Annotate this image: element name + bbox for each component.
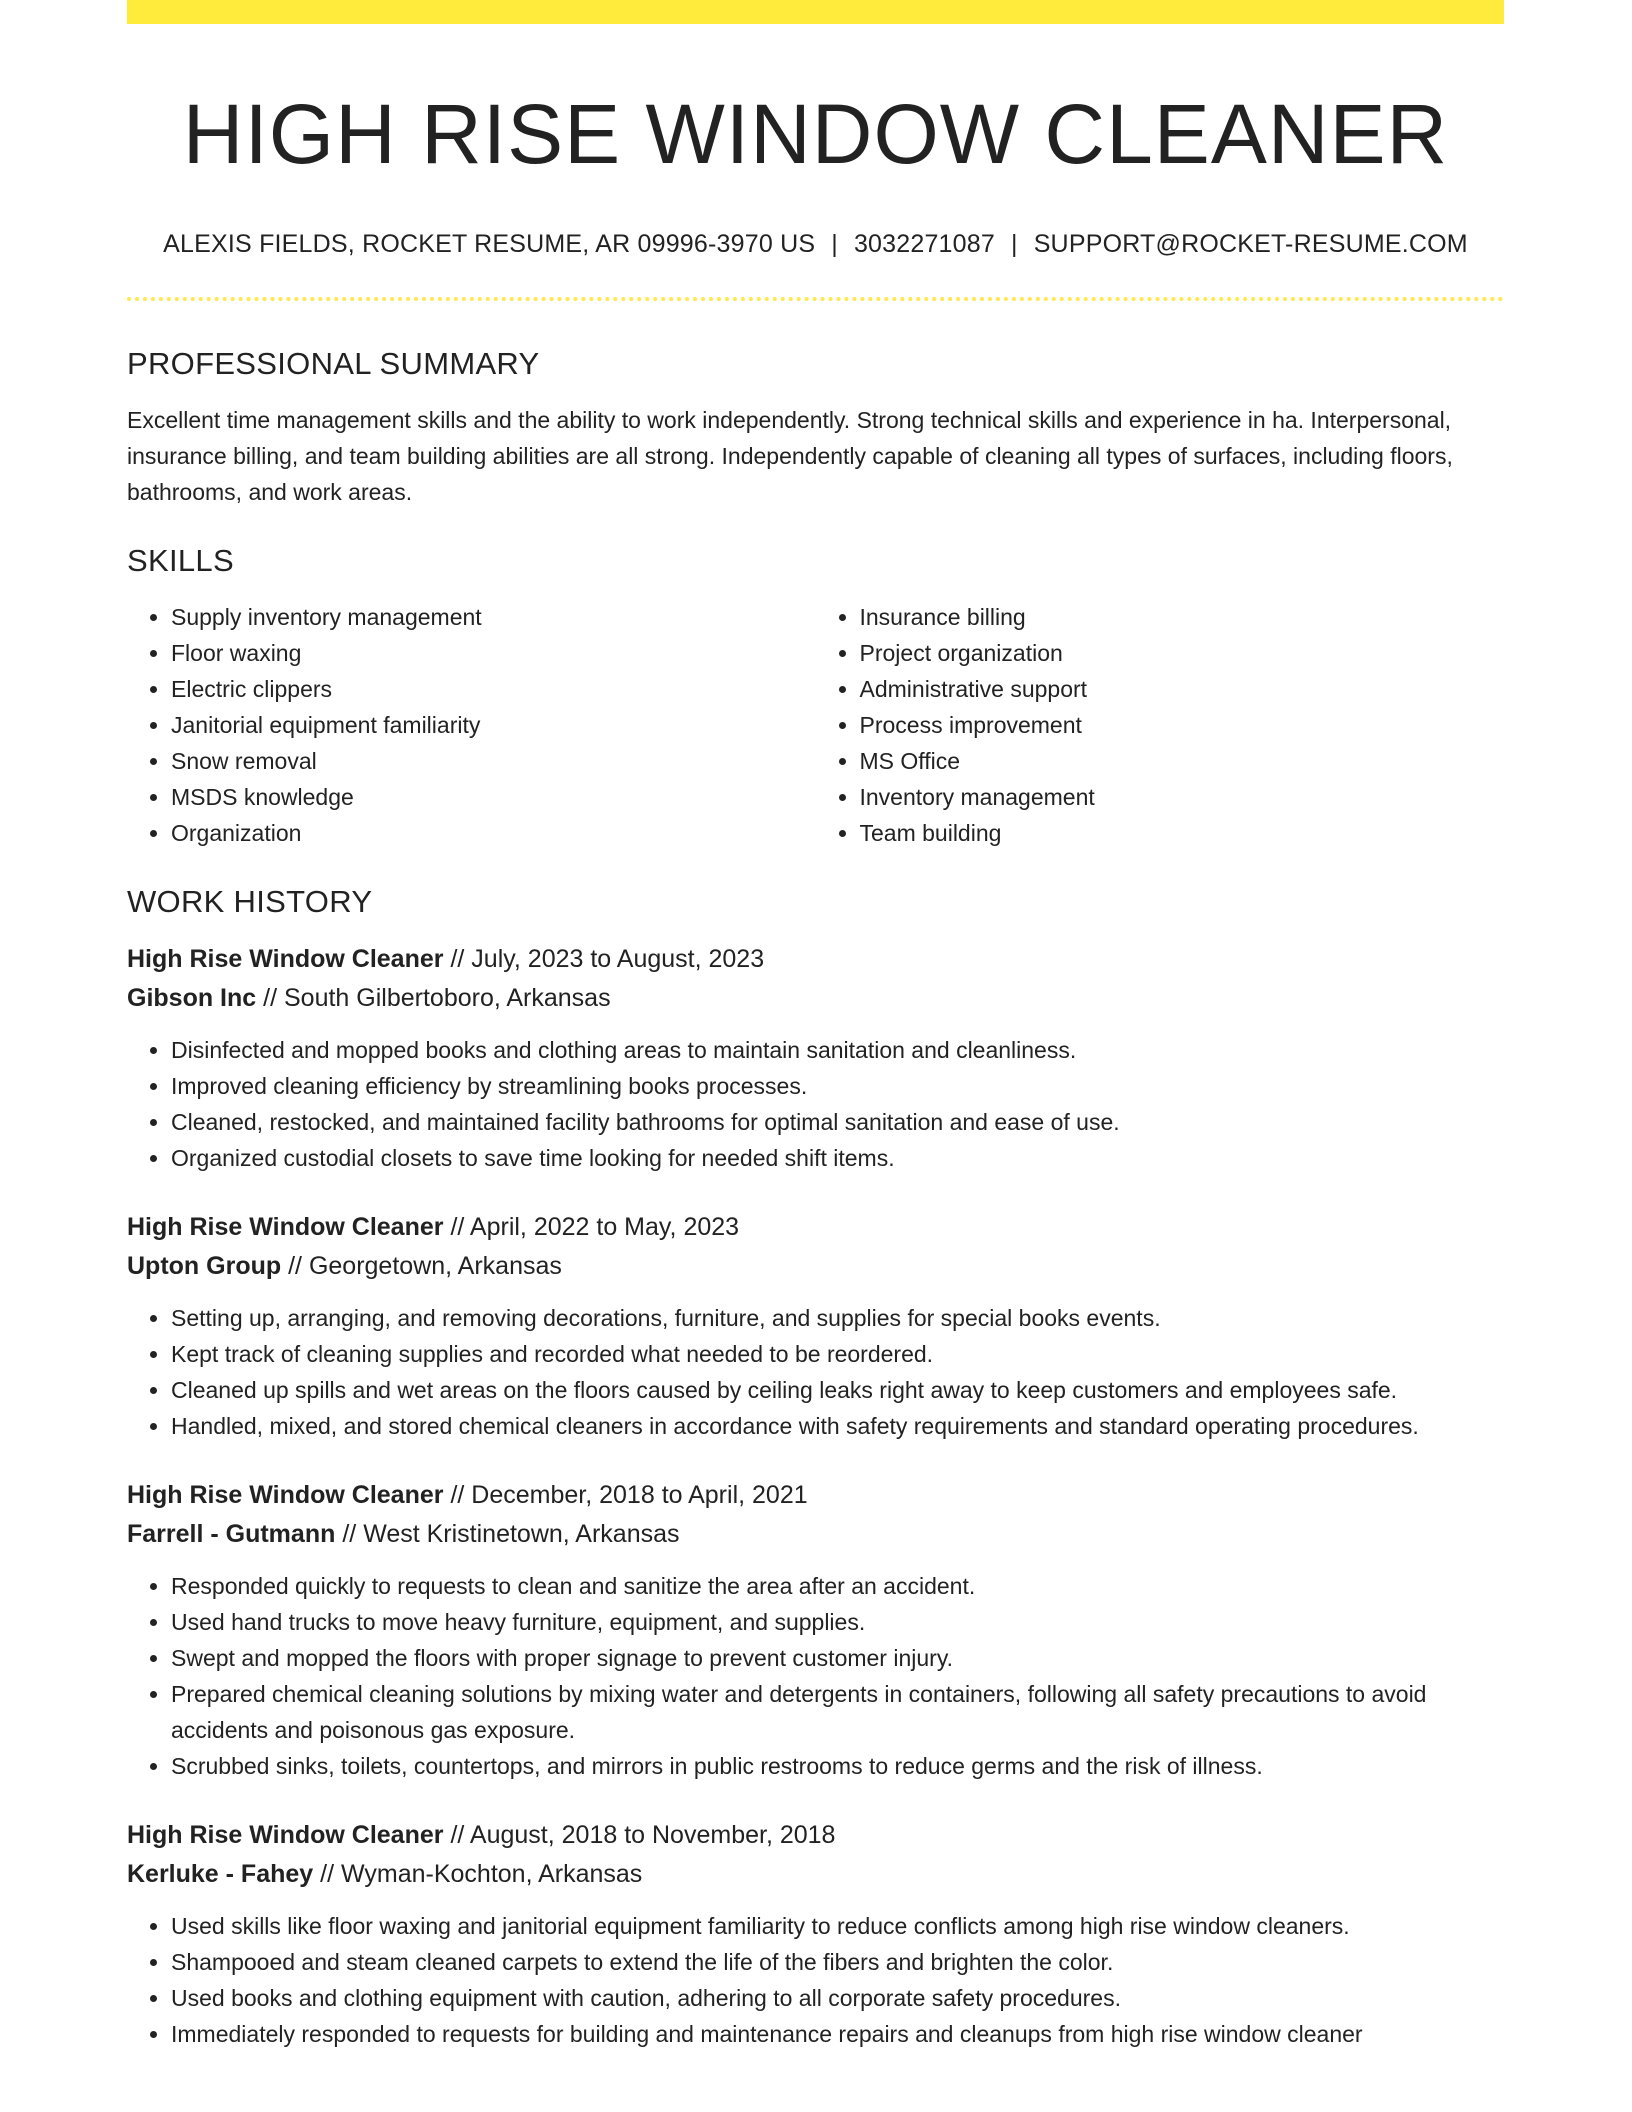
job-separator: // [263,984,278,1013]
skill-item: • Project organization [860,635,1505,671]
job-entry [127,940,1504,1176]
skill-item: • Administrative support [860,671,1505,707]
skills-list [127,599,1504,851]
job-location: South Gilbertoboro, Arkansas [284,984,611,1013]
skills-column-right [816,599,1505,851]
skills-column-left [127,599,816,851]
job-company: Upton Group [127,1252,282,1281]
job-bullet: • Shampooed and steam cleaned carpets to extend the life of the fibers and brighten the color. [171,1944,1504,1980]
job-dates: July, 2023 to August, 2023 [471,945,765,974]
contact-separator: | [1010,229,1018,258]
skill-item: • Insurance billing [860,599,1505,635]
job-bullet: • Prepared chemical cleaning solutions by mixing water and detergents in containers, following all safety precautions to avoid accidents and poisonous gas exposure. [171,1676,1504,1748]
job-role: High Rise Window Cleaner [127,1213,444,1242]
job-bullet: • Used skills like floor waxing and janitorial equipment familiarity to reduce conflicts among high rise window cleaners. [171,1908,1504,1944]
job-company: Gibson Inc [127,984,257,1013]
skill-item: • Organization [171,815,816,851]
job-separator: // [450,1213,465,1242]
job-dates: December, 2018 to April, 2021 [471,1481,808,1510]
job-bullet: • Cleaned, restocked, and maintained facility bathrooms for optimal sanitation and ease of use. [171,1104,1504,1140]
job-company: Farrell - Gutmann [127,1520,336,1549]
skill-item: • MS Office [860,743,1505,779]
skill-item: • Inventory management [860,779,1505,815]
job-bullets [127,1300,1504,1444]
work-history-heading: WORK HISTORY [127,884,373,920]
job-bullet: • Handled, mixed, and stored chemical cleaners in accordance with safety requirements and standard operating procedures. [171,1408,1504,1444]
job-dates: August, 2018 to November, 2018 [469,1821,836,1850]
job-bullet: • Disinfected and mopped books and clothing areas to maintain sanitation and cleanliness. [171,1032,1504,1068]
job-title-line [127,1816,1504,1855]
job-bullet: • Scrubbed sinks, toilets, countertops, and mirrors in public restrooms to reduce germs and the risk of illness. [171,1748,1504,1784]
job-dates: April, 2022 to May, 2023 [469,1213,740,1242]
job-company-line [127,979,1504,1018]
skill-item: • Process improvement [860,707,1505,743]
summary-text: Excellent time management skills and the ability to work independently. Strong technical skills and experience in ha. Interpersonal, insurance billing, and team building abilities are all strong. Independently capable of cleaning all types of surfaces, including floors, bathrooms, and work areas. [127,406,1453,505]
job-company-line [127,1247,1504,1286]
skills-heading: SKILLS [127,542,234,578]
job-bullet: • Cleaned up spills and wet areas on the floors caused by ceiling leaks right away to keep customers and employees safe. [171,1372,1504,1408]
job-bullets [127,1568,1504,1784]
skill-item: • Team building [860,815,1505,851]
job-bullet: • Responded quickly to requests to clean and sanitize the area after an accident. [171,1568,1504,1604]
job-bullets [127,1908,1504,2052]
job-bullet: • Swept and mopped the floors with proper signage to prevent customer injury. [171,1640,1504,1676]
job-separator: // [450,945,465,974]
dotted-divider [127,297,1504,301]
job-separator: // [320,1860,335,1889]
job-location: Wyman-Kochton, Arkansas [341,1860,643,1889]
job-role: High Rise Window Cleaner [127,1821,444,1850]
contact-address: ALEXIS FIELDS, ROCKET RESUME, AR 09996-3970 US [163,229,816,258]
job-entry [127,1476,1504,1784]
job-separator: // [450,1481,465,1510]
job-separator: // [288,1252,302,1281]
job-entry [127,1816,1504,2052]
job-title-line [127,1208,1504,1247]
job-bullet: • Used books and clothing equipment with caution, adhering to all corporate safety procedures. [171,1980,1504,2016]
job-entry [127,1208,1504,1444]
skill-item: • Janitorial equipment familiarity [171,707,816,743]
skill-item: • Electric clippers [171,671,816,707]
job-bullet: • Organized custodial closets to save time looking for needed shift items. [171,1140,1504,1176]
skill-item: • MSDS knowledge [171,779,816,815]
job-bullet: • Immediately responded to requests for building and maintenance repairs and cleanups from high rise window cleaner [171,2016,1504,2052]
job-company-line [127,1855,1504,1894]
skill-item: • Supply inventory management [171,599,816,635]
skill-item: • Floor waxing [171,635,816,671]
job-separator: // [450,1821,465,1850]
job-bullet: • Setting up, arranging, and removing decorations, furniture, and supplies for special books events. [171,1300,1504,1336]
contact-separator: | [831,229,838,258]
contact-phone: 3032271087 [853,229,995,258]
job-bullet: • Improved cleaning efficiency by streamlining books processes. [171,1068,1504,1104]
summary-heading: PROFESSIONAL SUMMARY [127,345,540,381]
contact-email: SUPPORT@ROCKET-RESUME.COM [1033,229,1468,258]
job-title-line [127,1476,1504,1515]
skill-item: • Snow removal [171,743,816,779]
job-bullets [127,1032,1504,1176]
job-role: High Rise Window Cleaner [127,945,444,974]
job-separator: // [342,1520,357,1549]
job-role: High Rise Window Cleaner [127,1481,444,1510]
contact-line [127,229,1504,259]
resume-page [127,0,1504,2052]
job-company-line [127,1515,1504,1554]
job-bullet: • Kept track of cleaning supplies and recorded what needed to be reordered. [171,1336,1504,1372]
job-location: West Kristinetown, Arkansas [363,1520,680,1549]
job-title-line [127,940,1504,979]
job-company: Kerluke - Fahey [127,1860,314,1889]
job-location: Georgetown, Arkansas [308,1252,562,1281]
accent-bar [127,0,1504,24]
job-bullet: • Used hand trucks to move heavy furniture, equipment, and supplies. [171,1604,1504,1640]
resume-title: HIGH RISE WINDOW CLEANER [182,87,1449,181]
